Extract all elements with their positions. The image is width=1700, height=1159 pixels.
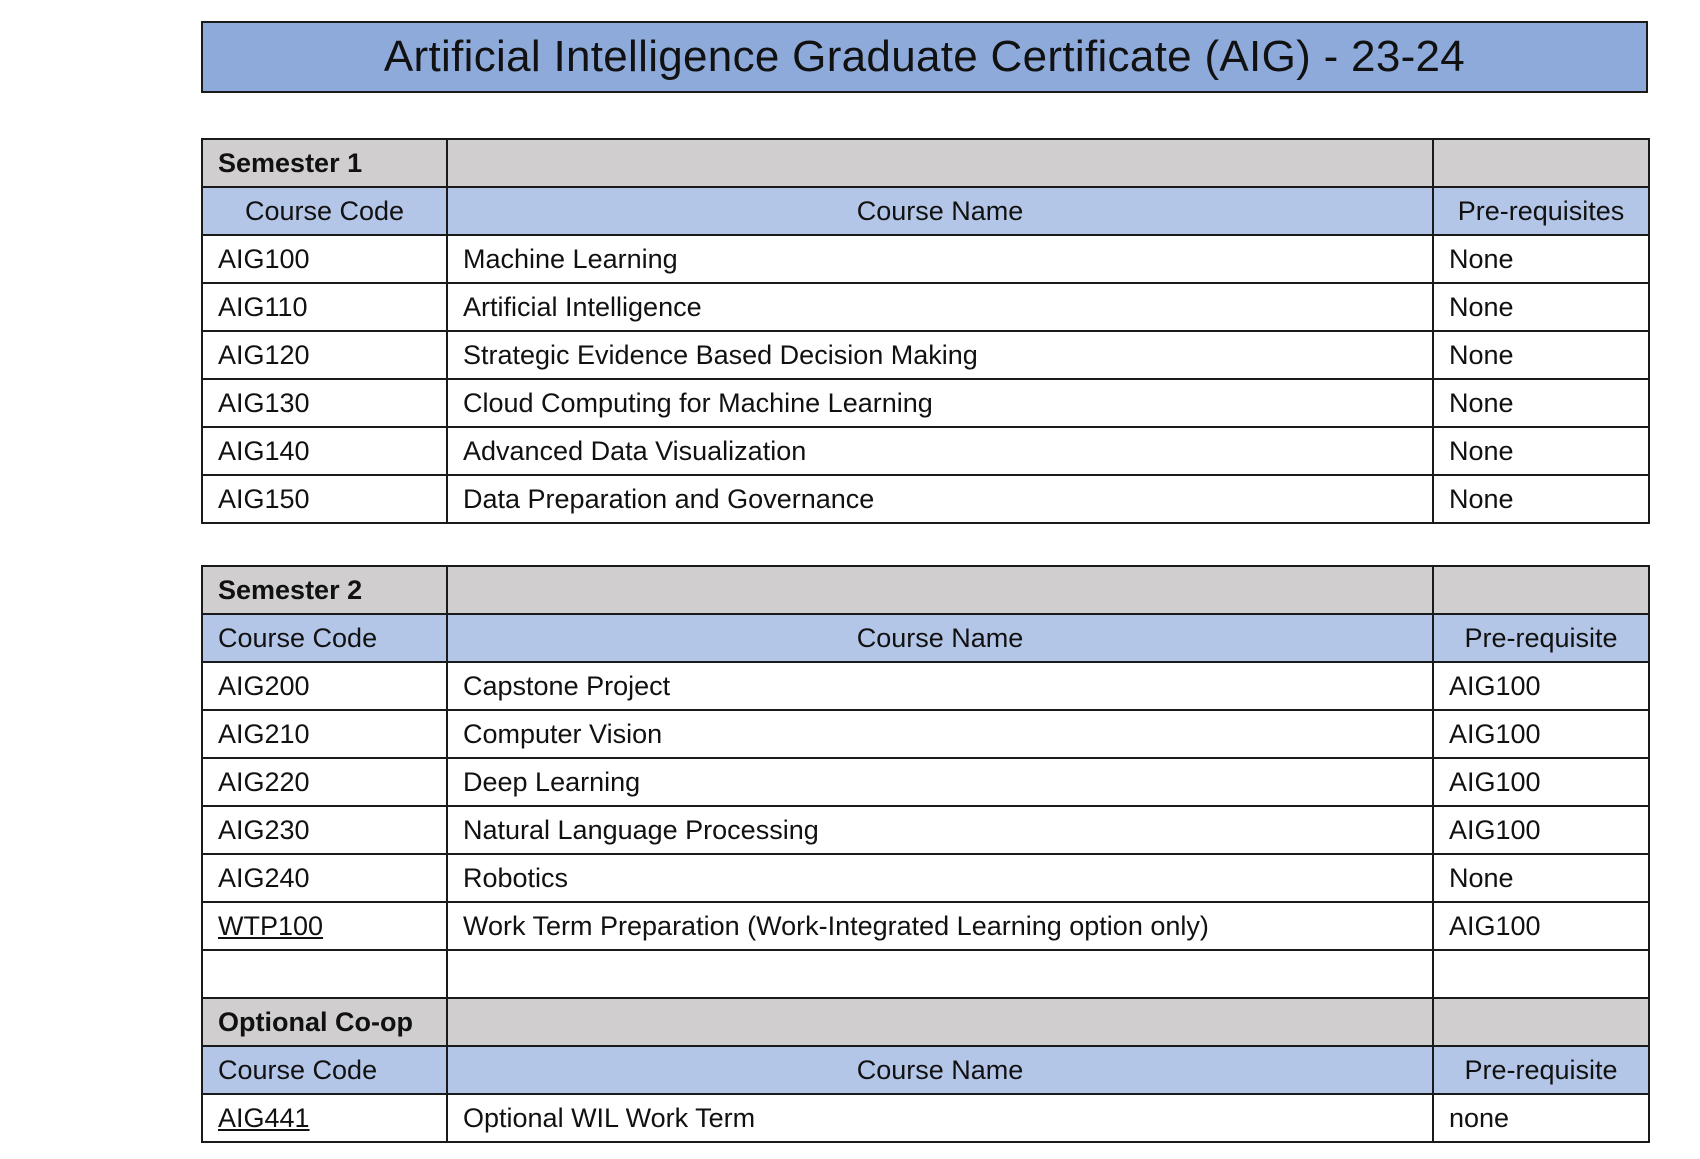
course-code-cell: AIG130 [202, 379, 447, 427]
course-name-cell: Machine Learning [447, 235, 1433, 283]
course-code-cell: AIG150 [202, 475, 447, 523]
page-title: Artificial Intelligence Graduate Certificate (AIG) - 23-24 [201, 21, 1648, 93]
course-name-cell: Cloud Computing for Machine Learning [447, 379, 1433, 427]
table-row [202, 475, 1649, 523]
course-code-link[interactable]: WTP100 [202, 902, 447, 950]
empty-row [202, 950, 1649, 998]
course-name-cell: Data Preparation and Governance [447, 475, 1433, 523]
prerequisite-cell: None [1433, 235, 1649, 283]
table-row [202, 427, 1649, 475]
table-row [202, 902, 1649, 950]
course-name-header: Course Name [447, 614, 1433, 662]
prerequisite-cell: None [1433, 283, 1649, 331]
table-row [202, 379, 1649, 427]
semester-1-table [201, 138, 1650, 524]
empty-cell [1433, 950, 1649, 998]
semester-2-label: Semester 2 [202, 566, 447, 614]
course-code-cell: AIG230 [202, 806, 447, 854]
table-row [202, 662, 1649, 710]
course-code-header: Course Code [202, 614, 447, 662]
course-name-cell: Strategic Evidence Based Decision Making [447, 331, 1433, 379]
course-name-header: Course Name [447, 187, 1433, 235]
column-header-row [202, 1046, 1649, 1094]
prerequisite-cell: none [1433, 1094, 1649, 1142]
table-row [202, 1094, 1649, 1142]
course-code-cell: AIG120 [202, 331, 447, 379]
course-name-cell: Work Term Preparation (Work-Integrated Learning option only) [447, 902, 1433, 950]
prerequisites-header: Pre-requisites [1433, 187, 1649, 235]
table-row [202, 235, 1649, 283]
section-header-row [202, 139, 1649, 187]
prerequisite-cell: AIG100 [1433, 758, 1649, 806]
table-row [202, 758, 1649, 806]
prerequisite-header: Pre-requisite [1433, 614, 1649, 662]
course-code-cell: AIG240 [202, 854, 447, 902]
semester-1-label: Semester 1 [202, 139, 447, 187]
course-code-cell: AIG200 [202, 662, 447, 710]
course-code-cell: AIG140 [202, 427, 447, 475]
course-name-cell: Natural Language Processing [447, 806, 1433, 854]
table-row [202, 854, 1649, 902]
section-header-blank [447, 998, 1433, 1046]
course-name-cell: Advanced Data Visualization [447, 427, 1433, 475]
course-code-header: Course Code [202, 187, 447, 235]
section-header-blank [1433, 566, 1649, 614]
course-code-cell: AIG210 [202, 710, 447, 758]
course-code-cell: AIG100 [202, 235, 447, 283]
semester-2-table [201, 565, 1650, 1143]
course-code-cell: AIG110 [202, 283, 447, 331]
section-header-blank [1433, 139, 1649, 187]
prerequisite-cell: AIG100 [1433, 710, 1649, 758]
table-row [202, 710, 1649, 758]
empty-cell [447, 950, 1433, 998]
optional-coop-label: Optional Co-op [202, 998, 447, 1046]
course-name-cell: Capstone Project [447, 662, 1433, 710]
course-name-cell: Robotics [447, 854, 1433, 902]
course-name-header: Course Name [447, 1046, 1433, 1094]
column-header-row [202, 187, 1649, 235]
course-name-cell: Deep Learning [447, 758, 1433, 806]
section-header-blank [447, 566, 1433, 614]
section-header-row [202, 566, 1649, 614]
prerequisite-cell: None [1433, 427, 1649, 475]
section-header-blank [447, 139, 1433, 187]
section-header-blank [1433, 998, 1649, 1046]
prerequisite-cell: AIG100 [1433, 662, 1649, 710]
prerequisite-cell: None [1433, 475, 1649, 523]
table-row [202, 331, 1649, 379]
prerequisite-cell: AIG100 [1433, 902, 1649, 950]
course-code-header: Course Code [202, 1046, 447, 1094]
course-name-cell: Optional WIL Work Term [447, 1094, 1433, 1142]
course-code-link[interactable]: AIG441 [202, 1094, 447, 1142]
course-code-cell: AIG220 [202, 758, 447, 806]
prerequisite-cell: None [1433, 331, 1649, 379]
course-name-cell: Computer Vision [447, 710, 1433, 758]
table-row [202, 806, 1649, 854]
course-name-cell: Artificial Intelligence [447, 283, 1433, 331]
prerequisite-cell: AIG100 [1433, 806, 1649, 854]
column-header-row [202, 614, 1649, 662]
prerequisite-cell: None [1433, 379, 1649, 427]
prerequisite-cell: None [1433, 854, 1649, 902]
prerequisite-header: Pre-requisite [1433, 1046, 1649, 1094]
table-row [202, 283, 1649, 331]
empty-cell [202, 950, 447, 998]
section-header-row [202, 998, 1649, 1046]
